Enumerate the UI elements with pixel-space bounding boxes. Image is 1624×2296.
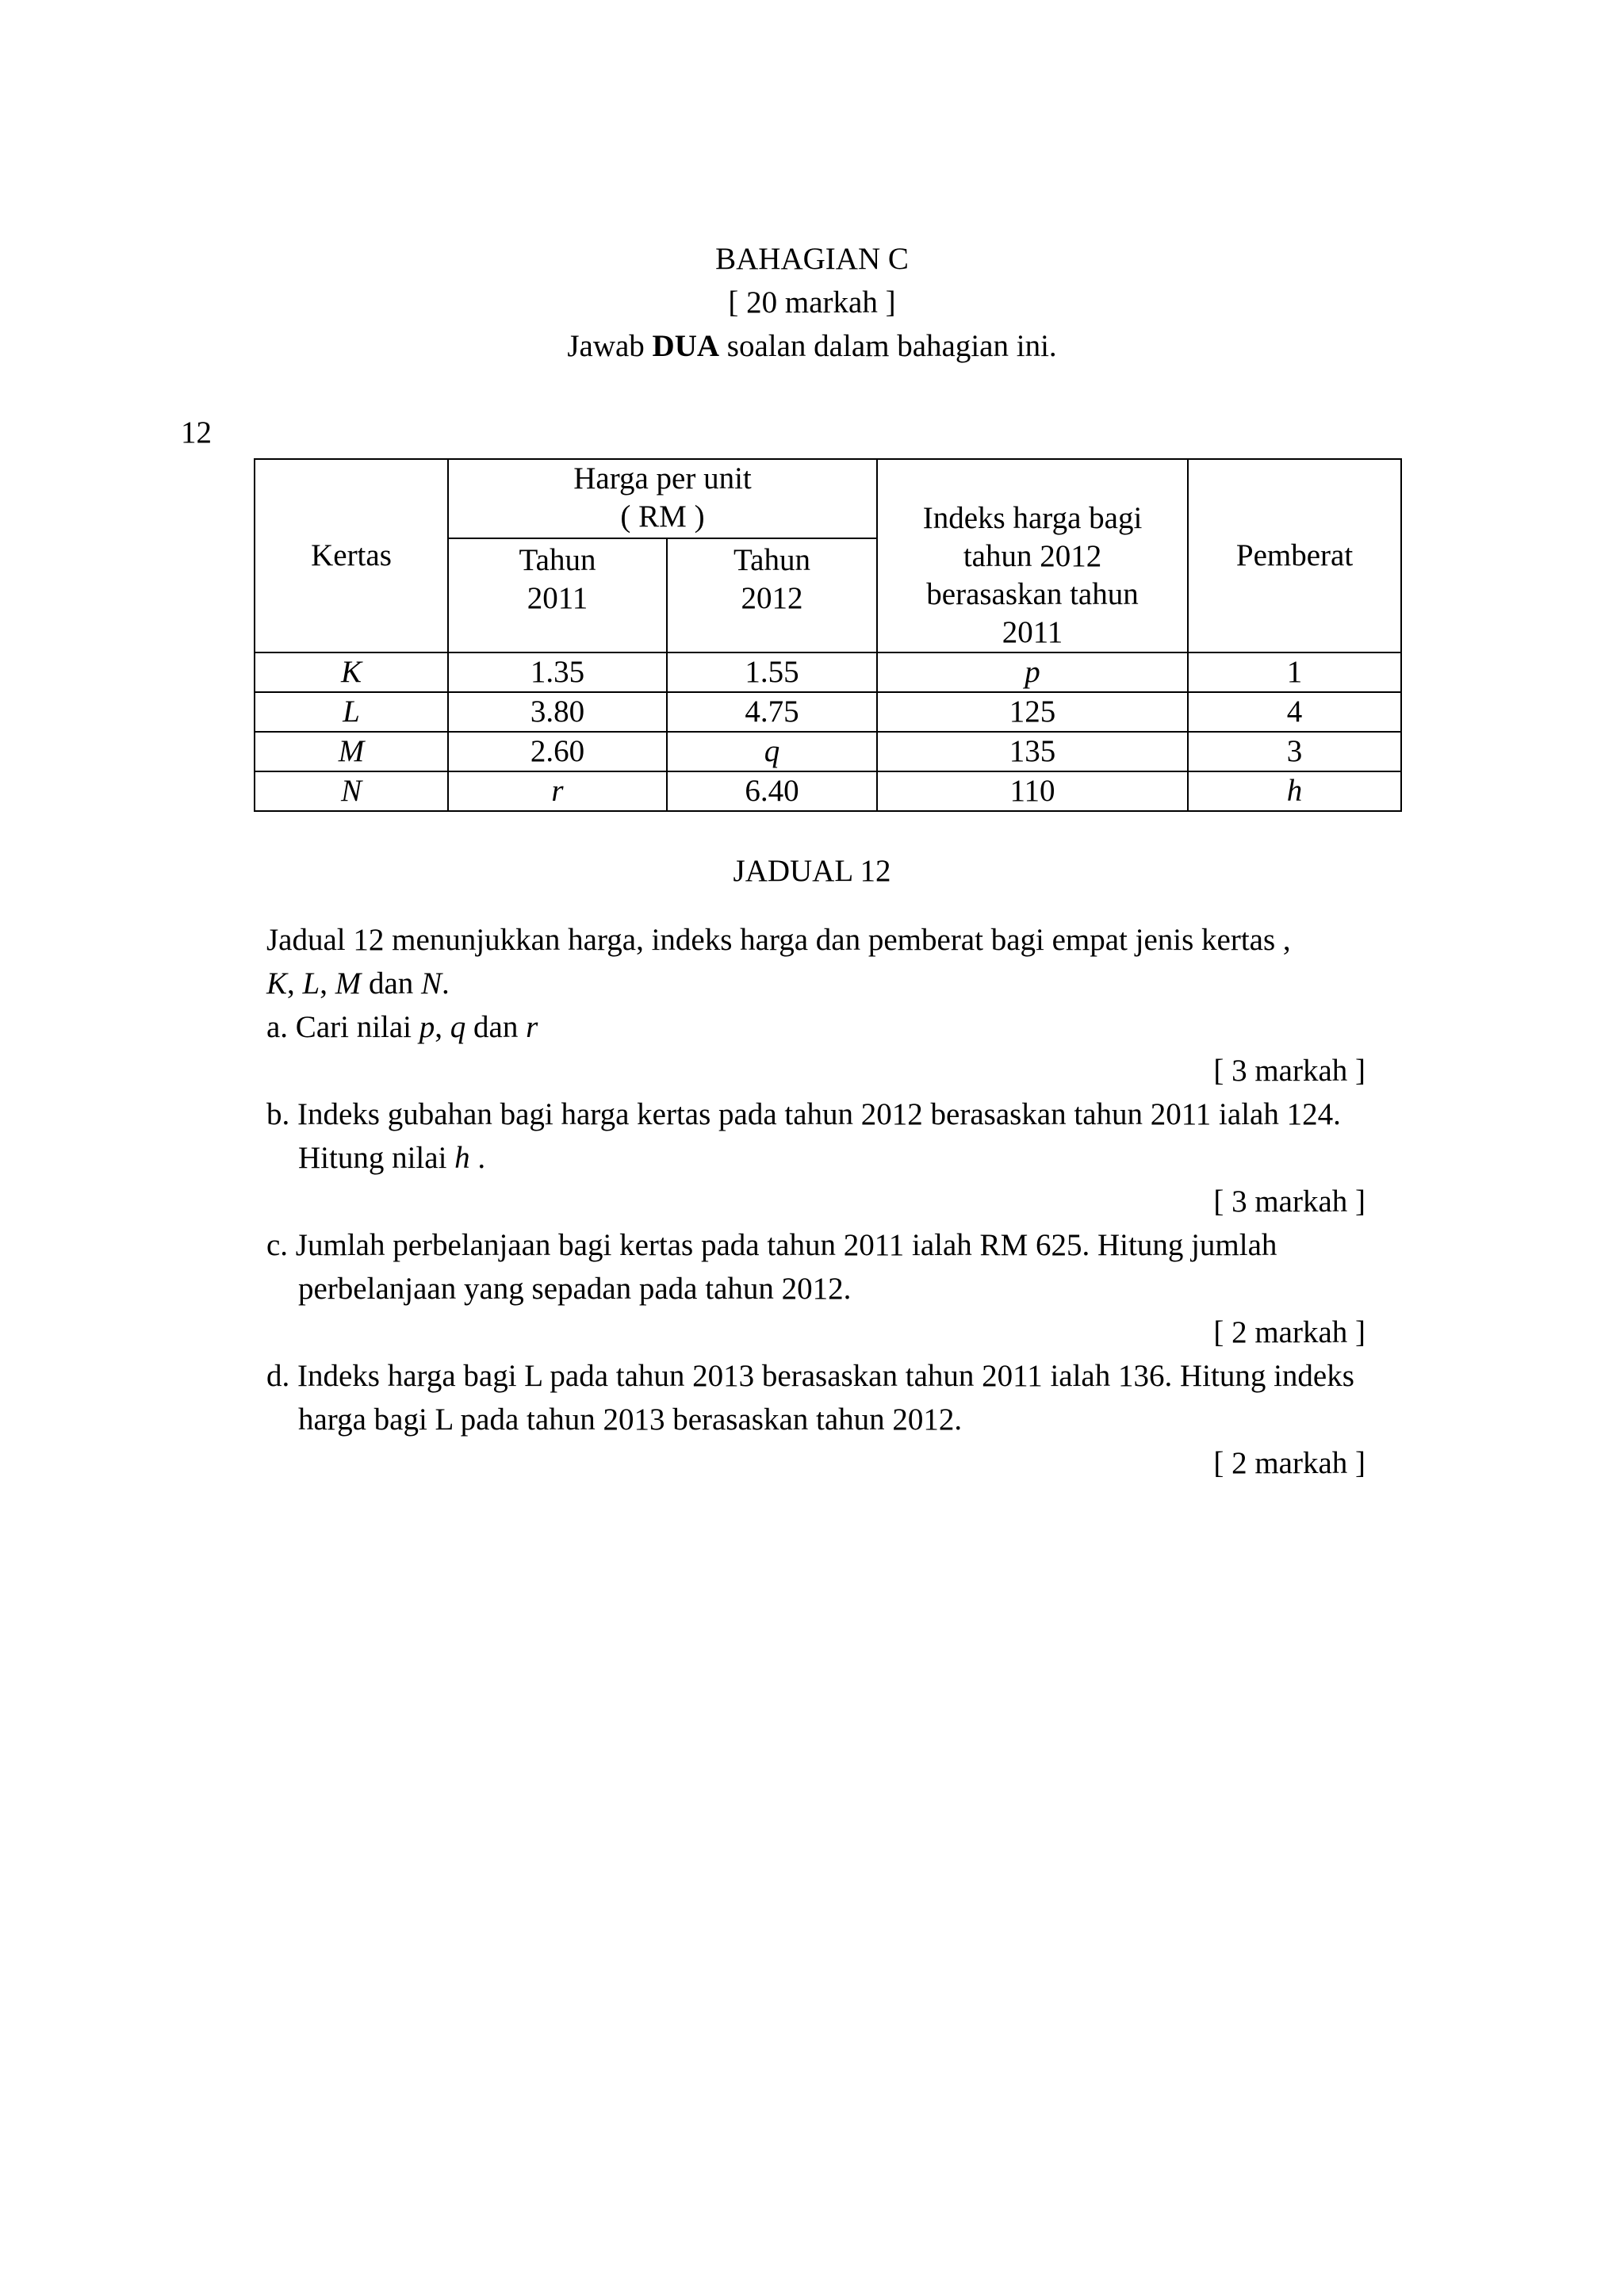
table-row — [255, 771, 1401, 811]
table-row — [255, 692, 1401, 732]
header-year-2012 — [667, 538, 877, 652]
part-a: a. Cari nilai p, q dan r — [266, 1010, 538, 1044]
header-index-line2: tahun 2012 — [963, 539, 1102, 573]
cell-2011: 1.35 — [448, 652, 667, 692]
header-index-line4: 2011 — [1002, 615, 1063, 649]
intro-line-2: K, L, M dan N. — [266, 966, 450, 1001]
part-b-line-1: b. Indeks gubahan bagi harga kertas pada tahun 2012 berasaskan tahun 2011 ialah 124. — [266, 1097, 1341, 1131]
cell-2011: 3.80 — [448, 692, 667, 732]
section-instruction — [0, 328, 1624, 365]
part-c-line-2: perbelanjaan yang sepadan pada tahun 2012. — [298, 1272, 852, 1306]
part-c-line-1: c. Jumlah perbelanjaan bagi kertas pada tahun 2011 ialah RM 625. Hitung jumlah — [266, 1228, 1277, 1262]
table-row — [255, 732, 1401, 771]
cell-2012: 6.40 — [667, 771, 877, 811]
header-index — [877, 459, 1188, 652]
instruction-pre: Jawab — [567, 329, 653, 363]
table-row — [255, 652, 1401, 692]
cell-2011: r — [448, 771, 667, 811]
cell-2011: 2.60 — [448, 732, 667, 771]
header-price — [448, 459, 877, 538]
instruction-post: soalan dalam bahagian ini. — [719, 329, 1057, 363]
cell-kertas: K — [255, 652, 448, 692]
instruction-bold: DUA — [652, 329, 720, 363]
intro-line-1: Jadual 12 menunjukkan harga, indeks harga dan pemberat bagi empat jenis kertas , — [266, 923, 1291, 957]
cell-kertas: N — [255, 771, 448, 811]
cell-kertas: L — [255, 692, 448, 732]
header-2011-a: Tahun — [519, 543, 596, 577]
cell-kertas: M — [255, 732, 448, 771]
header-2012-b: 2012 — [741, 581, 803, 615]
table-12 — [254, 458, 1402, 812]
cell-index: p — [877, 652, 1188, 692]
cell-2012: 4.75 — [667, 692, 877, 732]
part-d-line-2: harga bagi L pada tahun 2013 berasaskan tahun 2012. — [298, 1402, 963, 1437]
table-caption: JADUAL 12 — [733, 854, 891, 888]
cell-index: 135 — [877, 732, 1188, 771]
cell-weight: h — [1188, 771, 1401, 811]
header-year-2011 — [448, 538, 667, 652]
part-c-marks: [ 2 markah ] — [1213, 1315, 1365, 1349]
cell-2012: q — [667, 732, 877, 771]
part-b-line-2: Hitung nilai h . — [298, 1141, 486, 1175]
cell-index: 110 — [877, 771, 1188, 811]
section-marks: [ 20 markah ] — [728, 285, 896, 320]
header-2012-a: Tahun — [733, 543, 810, 577]
header-weight: Pemberat — [1188, 459, 1401, 652]
header-kertas: Kertas — [255, 459, 448, 652]
header-index-line1: Indeks harga bagi — [922, 501, 1143, 535]
part-b-marks: [ 3 markah ] — [1213, 1184, 1365, 1219]
section-title: BAHAGIAN C — [715, 242, 909, 276]
cell-index: 125 — [877, 692, 1188, 732]
header-2011-b: 2011 — [527, 581, 588, 615]
part-a-marks: [ 3 markah ] — [1213, 1054, 1365, 1088]
cell-2012: 1.55 — [667, 652, 877, 692]
header-index-line3: berasaskan tahun — [926, 577, 1139, 611]
part-d-line-1: d. Indeks harga bagi L pada tahun 2013 berasaskan tahun 2011 ialah 136. Hitung indeks — [266, 1359, 1354, 1393]
cell-weight: 1 — [1188, 652, 1401, 692]
cell-weight: 3 — [1188, 732, 1401, 771]
header-price-line1: Harga per unit — [573, 461, 752, 496]
part-d-marks: [ 2 markah ] — [1213, 1446, 1365, 1480]
cell-weight: 4 — [1188, 692, 1401, 732]
question-number: 12 — [181, 415, 212, 450]
header-price-line2: ( RM ) — [620, 499, 705, 534]
